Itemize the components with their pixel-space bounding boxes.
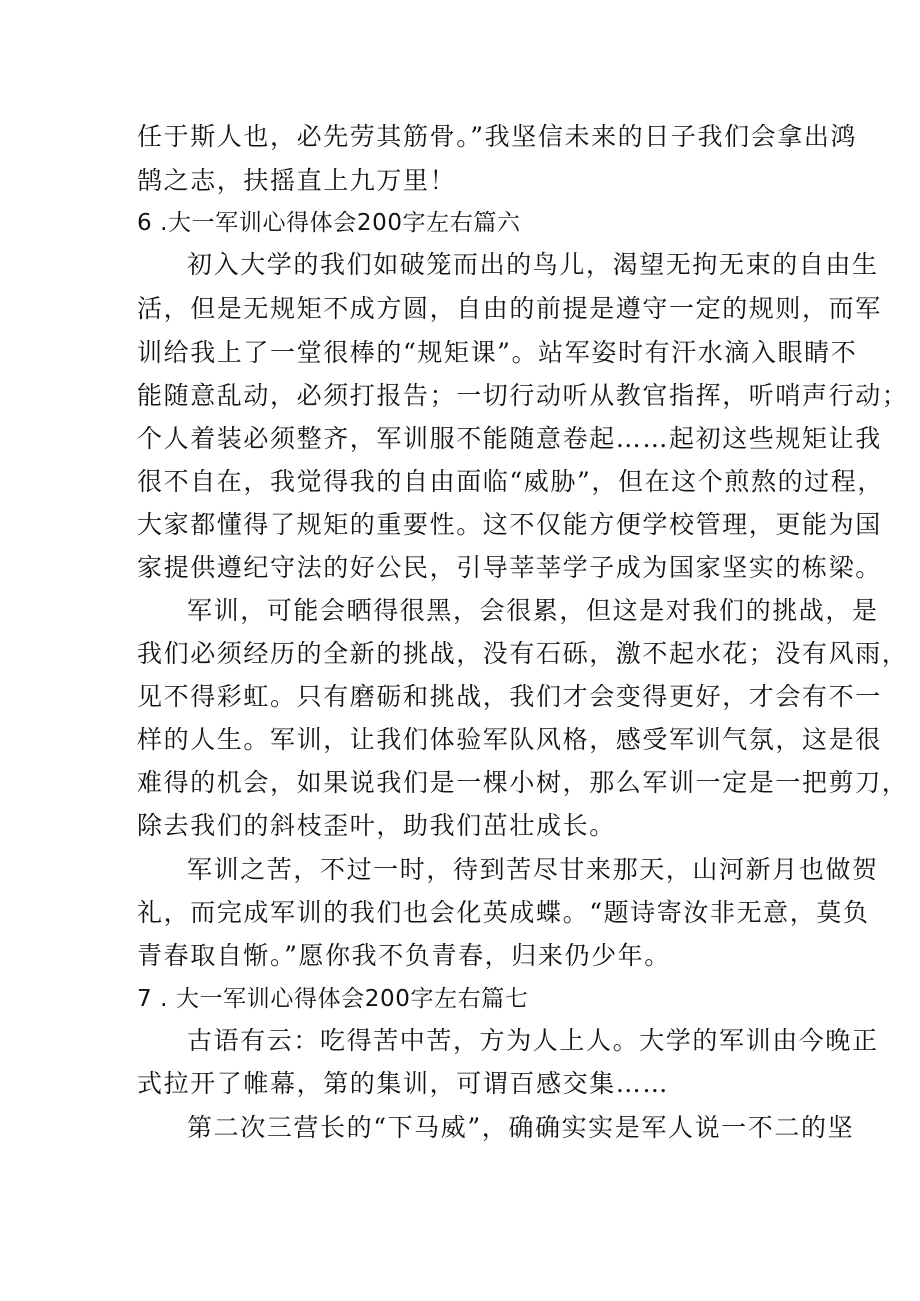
paragraph-line: 能随意乱动，必须打报告；一切行动听从教官指挥，听哨声行动；: [137, 381, 909, 410]
paragraph-line: 任于斯人也，必先劳其筋骨。”我坚信未来的日子我们会拿出鸿: [137, 122, 858, 151]
paragraph-line: 鹄之志，扶摇直上九万里！: [137, 166, 457, 195]
paragraph-line: 难得的机会，如果说我们是一棵小树，那么军训一定是一把剪刀，: [137, 768, 909, 797]
paragraph-line: 个人着装必须整齐，军训服不能随意卷起……起初这些规矩让我: [137, 424, 882, 453]
paragraph-line: 初入大学的我们如破笼而出的鸟儿，渴望无拘无束的自由生: [187, 250, 879, 279]
paragraph-line: 式拉开了帷幕，第的集训，可谓百感交集……: [137, 1069, 670, 1098]
section-heading: 6 .大一军训心得体会200字左右篇六: [137, 210, 521, 236]
paragraph-line: 古语有云：吃得苦中苦，方为人上人。大学的军训由今晚正: [187, 1026, 879, 1055]
paragraph-line: 除去我们的斜枝歪叶，助我们茁壮成长。: [137, 811, 616, 840]
paragraph-line: 我们必须经历的全新的挑战，没有石砾，激不起水花；没有风雨，: [137, 639, 909, 668]
paragraph-line: 军训之苦，不过一时，待到苦尽甘来那天，山河新月也做贺: [187, 855, 879, 884]
paragraph-line: 大家都懂得了规矩的重要性。这不仅能方便学校管理，更能为国: [137, 510, 882, 539]
paragraph-line: 见不得彩虹。只有磨砺和挑战，我们才会变得更好，才会有不一: [137, 682, 882, 711]
section-heading: 7 . 大一军训心得体会200字左右篇七: [137, 986, 529, 1012]
paragraph-line: 军训，可能会晒得很黑，会很累，但这是对我们的挑战，是: [187, 596, 879, 625]
paragraph-line: 第二次三营长的“下马威”，确确实实是军人说一不二的坚: [187, 1113, 855, 1142]
paragraph-line: 样的人生。军训，让我们体验军队风格，感受军训气氛，这是很: [137, 725, 882, 754]
paragraph-line: 活，但是无规矩不成方圆，自由的前提是遵守一定的规则，而军: [137, 294, 882, 323]
paragraph-line: 礼，而完成军训的我们也会化英成蝶。“题诗寄汝非无意，莫负: [137, 898, 870, 927]
paragraph-line: 家提供遵纪守法的好公民，引导莘莘学子成为国家坚实的栋梁。: [137, 553, 882, 582]
paragraph-line: 很不自在，我觉得我的自由面临“威胁”，但在这个煎熬的过程，: [137, 467, 884, 496]
paragraph-line: 训给我上了一堂很棒的“规矩课”。站军姿时有汗水滴入眼睛不: [137, 338, 858, 367]
paragraph-line: 青春取自惭。”愿你我不负青春，归来仍少年。: [137, 941, 671, 970]
